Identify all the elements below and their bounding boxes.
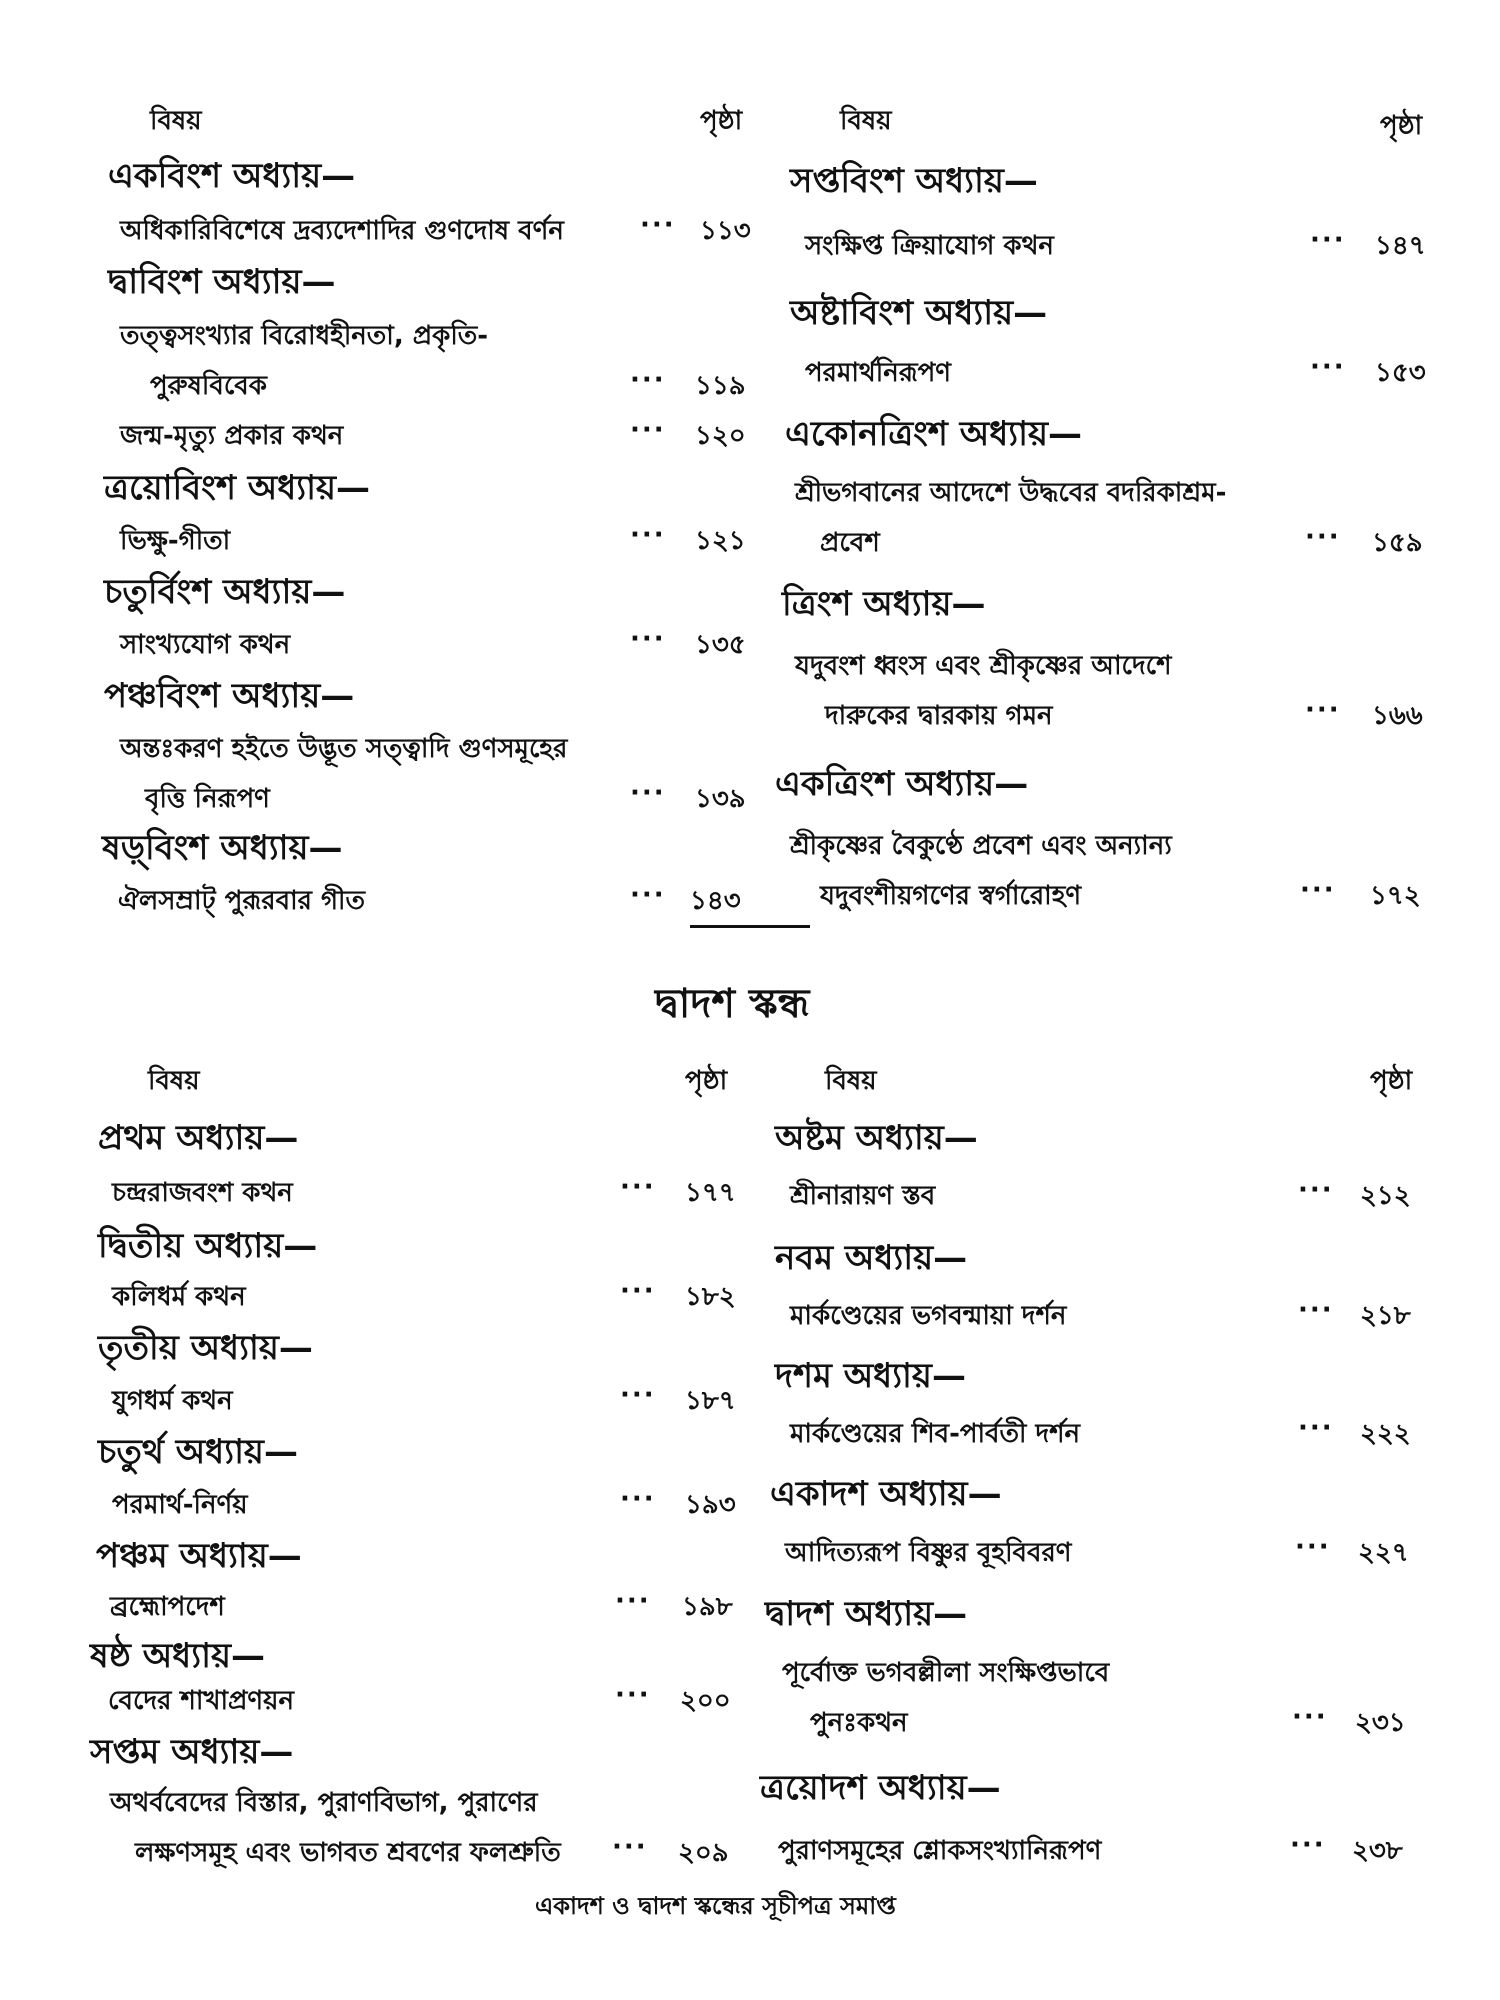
page-number: ২০৯ — [678, 1838, 729, 1868]
entry-text-continued: পুরুষবিবেক — [150, 371, 267, 401]
chapter-title: একোনত্রিংশ অধ্যায়— — [785, 414, 1083, 454]
chapter-title: দ্বাদশ অধ্যায়— — [765, 1594, 968, 1634]
page-header: পৃষ্ঠা — [1370, 1066, 1413, 1096]
page-header: পৃষ্ঠা — [1380, 111, 1423, 141]
chapter-title: চতুর্থ অধ্যায়— — [98, 1432, 298, 1472]
subject-header: বিষয় — [825, 1066, 877, 1096]
entry-text: ভিক্ষু-গীতা — [120, 526, 231, 556]
entry-text: সংক্ষিপ্ত ক্রিয়াযোগ কথন — [805, 231, 1054, 261]
footer-note: একাদশ ও দ্বাদশ স্কন্ধের সূচীপত্র সমাপ্ত — [535, 1892, 896, 1920]
entry-text: অন্তঃকরণ হইতে উদ্ভূত সত্ত্বাদি গুণসমূহের — [120, 734, 568, 764]
leader-dots: ··· — [1305, 522, 1341, 552]
page-number: ১৯৩ — [685, 1490, 736, 1520]
page-number: ১৮৭ — [685, 1386, 736, 1416]
leader-dots: ··· — [1300, 875, 1336, 905]
entry-text: চন্দ্ররাজবংশ কথন — [112, 1178, 293, 1208]
page-number: ১৪৩ — [690, 886, 741, 916]
chapter-title: ত্রিংশ অধ্যায়— — [782, 584, 986, 624]
leader-dots: ··· — [620, 1484, 656, 1514]
chapter-title: চতুর্বিংশ অধ্যায়— — [104, 572, 346, 612]
chapter-title: দ্বিতীয় অধ্যায়— — [98, 1226, 318, 1266]
leader-dots: ··· — [640, 210, 676, 240]
chapter-title: একবিংশ অধ্যায়— — [108, 156, 356, 196]
chapter-title: পঞ্চম অধ্যায়— — [96, 1536, 302, 1576]
entry-text: ঐলসম্রাট্ পুরূরবার গীত — [118, 886, 365, 916]
leader-dots: ··· — [612, 1832, 648, 1862]
entry-text: পুরাণসমূহের শ্লোকসংখ্যানিরূপণ — [778, 1836, 1102, 1866]
entry-text-continued: লক্ষণসমূহ এবং ভাগবত শ্রবণের ফলশ্রুতি — [135, 1838, 561, 1868]
chapter-title: অষ্টাবিংশ অধ্যায়— — [790, 293, 1048, 333]
entry-text: পরমার্থনিরূপণ — [805, 358, 952, 388]
entry-text: সাংখ্যযোগ কথন — [120, 630, 291, 660]
page-number: ২০০ — [680, 1686, 731, 1716]
section-title: দ্বাদশ স্কন্ধ — [655, 981, 810, 1027]
leader-dots: ··· — [1290, 1830, 1326, 1860]
entry-text-continued: প্রবেশ — [820, 528, 880, 558]
entry-text: যদুবংশ ধ্বংস এবং শ্রীকৃষ্ণের আদেশে — [795, 651, 1172, 681]
leader-dots: ··· — [615, 1586, 651, 1616]
chapter-title: ত্রয়োদশ অধ্যায়— — [760, 1768, 1001, 1808]
leader-dots: ··· — [630, 778, 666, 808]
page-number: ২১৮ — [1360, 1301, 1411, 1331]
leader-dots: ··· — [630, 365, 666, 395]
subject-header: বিষয় — [150, 106, 202, 136]
section-divider — [690, 925, 810, 928]
leader-dots: ··· — [1310, 225, 1346, 255]
chapter-title: পঞ্চবিংশ অধ্যায়— — [104, 676, 355, 716]
entry-text: অথর্ববেদের বিস্তার, পুরাণবিভাগ, পুরাণের — [110, 1788, 538, 1818]
page-number: ১১৩ — [700, 216, 751, 246]
chapter-title: দ্বাবিংশ অধ্যায়— — [108, 262, 336, 302]
entry-text: যুগধর্ম কথন — [112, 1386, 233, 1416]
page-number: ২৩৮ — [1352, 1836, 1403, 1866]
page-number: ১৮২ — [685, 1282, 736, 1312]
chapter-title: দশম অধ্যায়— — [775, 1356, 966, 1396]
page-number: ১২১ — [695, 526, 746, 556]
leader-dots: ··· — [1298, 1175, 1334, 1205]
leader-dots: ··· — [620, 1276, 656, 1306]
chapter-title: তৃতীয় অধ্যায়— — [98, 1328, 313, 1368]
chapter-title: নবম অধ্যায়— — [775, 1238, 968, 1278]
page-number: ১৩৯ — [695, 784, 746, 814]
entry-text-continued: পুনঃকথন — [810, 1708, 908, 1738]
entry-text: শ্রীকৃষ্ণের বৈকুণ্ঠে প্রবেশ এবং অন্যান্য — [790, 831, 1172, 861]
page-number: ২৩১ — [1355, 1708, 1406, 1738]
leader-dots: ··· — [1310, 352, 1346, 382]
page-number: ১৭৭ — [685, 1178, 736, 1208]
page-number: ১৬৬ — [1372, 701, 1423, 731]
chapter-title: একত্রিংশ অধ্যায়— — [775, 764, 1029, 804]
page-number: ১৫৯ — [1372, 528, 1423, 558]
entry-text: বেদের শাখাপ্রণয়ন — [108, 1686, 294, 1716]
chapter-title: সপ্তবিংশ অধ্যায়— — [790, 161, 1038, 201]
leader-dots: ··· — [615, 1680, 651, 1710]
page-number: ২২২ — [1360, 1419, 1411, 1449]
leader-dots: ··· — [1292, 1702, 1328, 1732]
page-number: ১৫৩ — [1375, 358, 1426, 388]
entry-text: জন্ম-মৃত্যু প্রকার কথন — [120, 421, 344, 451]
leader-dots: ··· — [630, 415, 666, 445]
page-number: ২২৭ — [1358, 1538, 1409, 1568]
chapter-title: ষষ্ঠ অধ্যায়— — [90, 1636, 265, 1676]
leader-dots: ··· — [620, 1172, 656, 1202]
leader-dots: ··· — [630, 520, 666, 550]
leader-dots: ··· — [630, 880, 666, 910]
chapter-title: প্রথম অধ্যায়— — [98, 1118, 299, 1158]
entry-text: অধিকারিবিশেষে দ্রব্যদেশাদির গুণদোষ বর্ণন — [120, 216, 564, 246]
entry-text: শ্রীনারায়ণ স্তব — [790, 1181, 936, 1211]
entry-text: মার্কণ্ডেয়ের ভগবন্মায়া দর্শন — [790, 1301, 1067, 1331]
entry-text: পরমার্থ-নির্ণয় — [112, 1490, 248, 1520]
leader-dots: ··· — [620, 1380, 656, 1410]
entry-text: শ্রীভগবানের আদেশে উদ্ধবের বদরিকাশ্রম- — [795, 478, 1227, 508]
entry-text: আদিত্যরূপ বিষ্ণুর বূহবিবরণ — [785, 1538, 1072, 1568]
entry-text: কলিধর্ম কথন — [112, 1282, 246, 1312]
entry-text: পূর্বোক্ত ভগবল্লীলা সংক্ষিপ্তভাবে — [782, 1658, 1110, 1688]
leader-dots: ··· — [630, 624, 666, 654]
chapter-title: একাদশ অধ্যায়— — [770, 1474, 1002, 1514]
entry-text-continued: দারুকের দ্বারকায় গমন — [825, 701, 1053, 731]
chapter-title: ষড়্‌বিংশ অধ্যায়— — [102, 828, 343, 868]
leader-dots: ··· — [1295, 1532, 1331, 1562]
page-number: ১৯৮ — [682, 1592, 733, 1622]
page-number: ১১৯ — [695, 371, 746, 401]
chapter-title: অষ্টম অধ্যায়— — [775, 1118, 978, 1158]
chapter-title: ত্রয়োবিংশ অধ্যায়— — [104, 468, 371, 508]
page-number: ১৭২ — [1370, 881, 1421, 911]
subject-header: বিষয় — [148, 1066, 200, 1096]
page-number: ১৩৫ — [695, 630, 746, 660]
page-header: পৃষ্ঠা — [700, 106, 743, 136]
subject-header: বিষয় — [840, 106, 892, 136]
chapter-title: সপ্তম অধ্যায়— — [90, 1732, 294, 1772]
leader-dots: ··· — [1298, 1413, 1334, 1443]
page-number: ১২০ — [695, 421, 746, 451]
entry-text-continued: বৃত্তি নিরূপণ — [145, 784, 270, 814]
entry-text: মার্কণ্ডেয়ের শিব-পার্বতী দর্শন — [790, 1419, 1081, 1449]
entry-text-continued: যদুবংশীয়গণের স্বর্গারোহণ — [820, 881, 1082, 911]
page-number: ২১২ — [1360, 1181, 1411, 1211]
page-header: পৃষ্ঠা — [685, 1066, 728, 1096]
page-number: ১৪৭ — [1375, 231, 1426, 261]
entry-text: ব্রহ্মোপদেশ — [110, 1592, 225, 1622]
leader-dots: ··· — [1298, 1295, 1334, 1325]
entry-text: তত্ত্বসংখ্যার বিরোধহীনতা, প্রকৃতি- — [120, 321, 489, 351]
leader-dots: ··· — [1305, 695, 1341, 725]
